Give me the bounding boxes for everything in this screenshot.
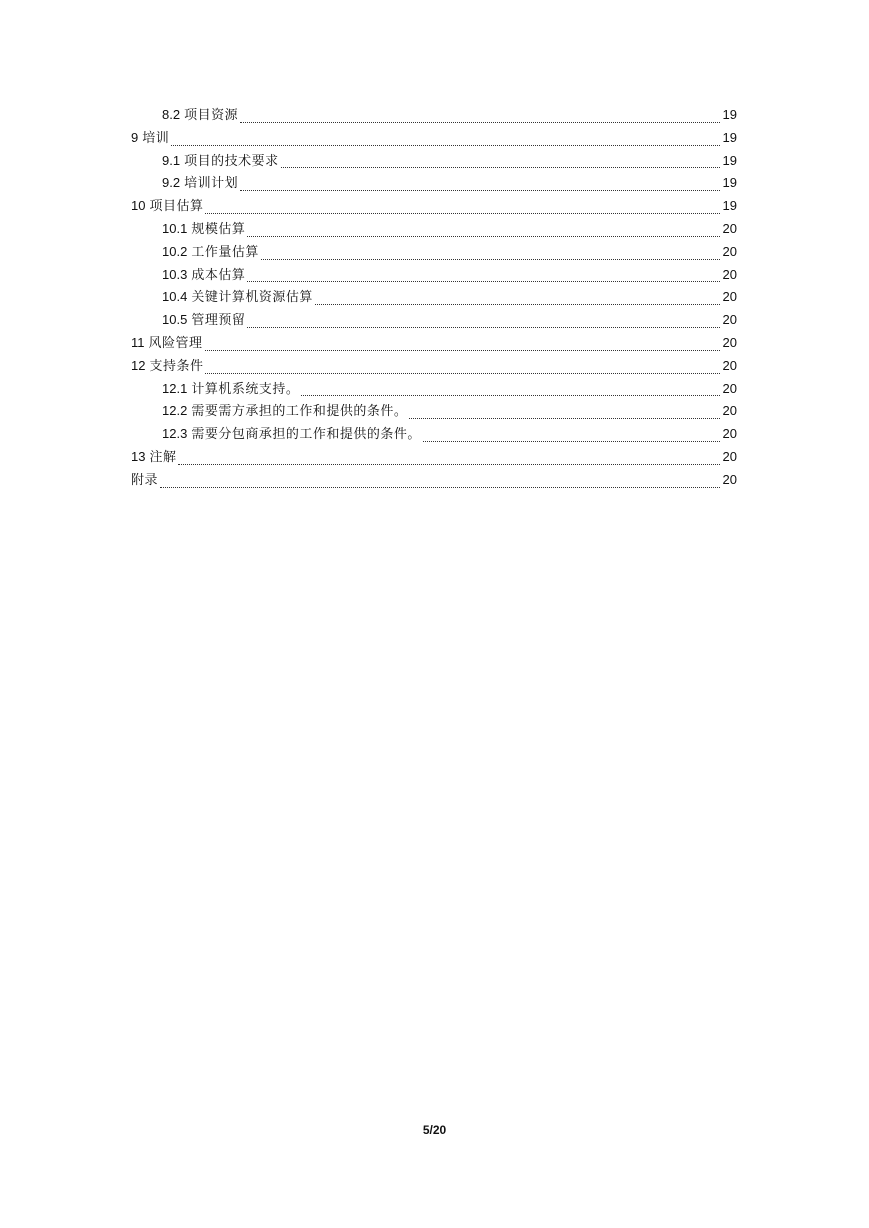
toc-entry-number: 10 [131,198,146,214]
toc-entry[interactable] [131,423,737,446]
toc-entry-page: 20 [722,289,737,305]
toc-entry[interactable] [131,400,737,423]
toc-entry-number: 11 [131,334,145,350]
toc-entry[interactable] [131,218,737,241]
page-number-footer: 5/20 [422,1123,447,1137]
toc-entry[interactable] [131,355,737,378]
toc-entry[interactable] [131,127,737,150]
toc-entry-title: 风险管理 [148,335,203,351]
toc-entry-number: 8.2 [162,107,181,122]
toc-entry-page: 20 [722,220,737,236]
toc-entry-number: 12.2 [162,403,188,419]
toc-entry-page: 20 [722,312,737,328]
toc-entry-title: 工作量估算 [191,244,259,260]
toc-dot-leader [205,212,720,214]
toc-entry[interactable] [131,241,737,264]
toc-entry-number: 10.2 [162,243,188,259]
toc-entry-title: 注解 [149,449,177,465]
toc-dot-leader [178,463,720,465]
toc-entry-number: 9 [131,129,139,145]
toc-entry-page: 20 [722,448,737,464]
toc-entry[interactable] [131,309,737,332]
toc-entry-title: 培训计划 [184,176,239,192]
toc-dot-leader [247,235,720,237]
toc-entry-page: 20 [722,357,737,373]
toc-entry[interactable] [131,150,737,173]
toc-dot-leader [247,326,720,328]
toc-dot-leader [240,189,720,191]
toc-entry-number: 10.5 [162,312,188,328]
toc-entry-title: 成本估算 [191,267,246,283]
toc-entry-page: 20 [722,471,737,487]
toc-entry-title: 项目的技术要求 [184,153,279,169]
toc-entry-title: 项目估算 [149,199,204,215]
toc-entry[interactable] [131,264,737,287]
toc-entry-title: 规模估算 [191,221,246,237]
toc-dot-leader [281,166,720,168]
toc-entry[interactable] [131,172,737,195]
toc-entry-title: 附录 [131,472,159,488]
toc-entry-number: 10.4 [162,289,188,305]
toc-dot-leader [205,372,720,374]
toc-entry-page: 19 [722,129,737,145]
toc-entry-page: 19 [722,175,737,191]
toc-dot-leader [240,121,720,123]
toc-entry-title: 需要分包商承担的工作和提供的条件。 [191,427,421,443]
toc-entry-page: 19 [722,107,737,122]
toc-entry-number: 12 [131,357,146,373]
toc-dot-leader [247,280,720,282]
toc-entry-page: 20 [722,266,737,282]
toc-entry-title: 支持条件 [149,358,204,374]
toc-dot-leader [171,144,720,146]
toc-entry-page: 20 [722,243,737,259]
toc-entry[interactable] [131,332,737,355]
toc-entry-number: 9.1 [162,152,181,168]
toc-dot-leader [409,417,720,419]
toc-entry-page: 20 [722,380,737,396]
toc-entry-page: 20 [722,403,737,419]
toc-entry[interactable] [131,104,737,127]
toc-entry-number: 9.2 [162,175,181,191]
toc-entry[interactable] [131,469,737,492]
toc-entry[interactable] [131,378,737,401]
toc-entry-title: 项目资源 [184,108,239,123]
toc-entry-title: 计算机系统支持。 [191,381,300,397]
toc-entry-number: 12.1 [162,380,188,396]
toc-entry-number: 10.1 [162,220,188,236]
toc-entry-title: 培训 [142,130,170,146]
toc-entry-page: 20 [722,334,737,350]
toc-entry-title: 关键计算机资源估算 [191,290,313,306]
toc-entry-page: 19 [722,152,737,168]
toc-entry-page: 20 [722,426,737,442]
toc-entry-title: 需要需方承担的工作和提供的条件。 [191,404,408,420]
toc-entry-title: 管理预留 [191,313,246,329]
toc-entry-number: 13 [131,448,146,464]
toc-entry[interactable] [131,286,737,309]
toc-entry[interactable] [131,446,737,469]
toc-entry-page: 19 [722,198,737,214]
toc-entry-number: 10.3 [162,266,188,282]
toc-dot-leader [261,258,720,260]
toc-entry[interactable] [131,195,737,218]
table-of-contents [131,104,737,492]
toc-dot-leader [160,486,720,488]
toc-dot-leader [423,440,720,442]
toc-dot-leader [301,394,720,396]
toc-dot-leader [315,303,720,305]
toc-entry-number: 12.3 [162,426,188,442]
toc-dot-leader [205,349,720,351]
